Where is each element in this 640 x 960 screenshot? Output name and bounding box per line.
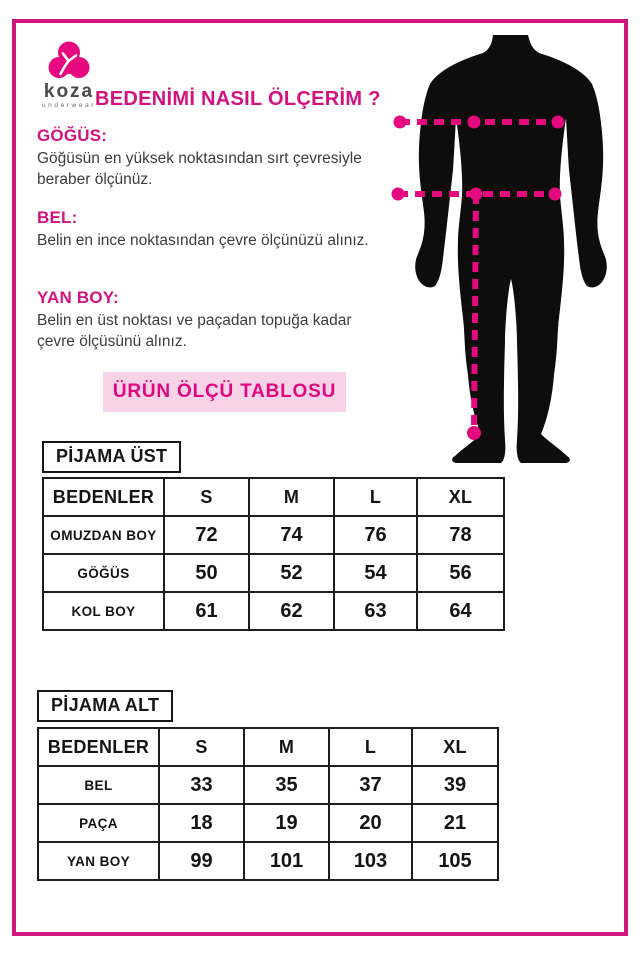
cell-value: 19 <box>244 804 329 842</box>
size-table-pijama-ust <box>42 477 505 631</box>
cell-value: 62 <box>249 592 334 630</box>
size-table-pijama-alt <box>37 727 499 881</box>
page-title: BEDENİMİ NASIL ÖLÇERİM ? <box>95 88 381 110</box>
cell-value: 18 <box>159 804 244 842</box>
table-header-row <box>38 728 498 766</box>
table-row <box>38 842 498 880</box>
cell-value: 37 <box>329 766 412 804</box>
table-label-pijama-alt: PİJAMA ALT <box>37 690 173 722</box>
column-header: L <box>329 728 412 766</box>
row-label: YAN BOY <box>38 842 159 880</box>
column-header: XL <box>417 478 504 516</box>
table-header-row <box>43 478 504 516</box>
cell-value: 99 <box>159 842 244 880</box>
row-label: PAÇA <box>38 804 159 842</box>
cell-value: 72 <box>164 516 249 554</box>
cell-value: 101 <box>244 842 329 880</box>
brand-tagline: underwear <box>41 102 97 109</box>
section-heading-waist: BEL: <box>37 208 78 227</box>
section-heading-side-length: YAN BOY: <box>37 288 119 307</box>
male-body-silhouette <box>390 30 630 470</box>
table-row <box>38 766 498 804</box>
cell-value: 64 <box>417 592 504 630</box>
row-label: OMUZDAN BOY <box>43 516 164 554</box>
cell-value: 54 <box>334 554 417 592</box>
column-header: M <box>244 728 329 766</box>
table-label-pijama-ust: PİJAMA ÜST <box>42 441 181 473</box>
cell-value: 20 <box>329 804 412 842</box>
table-row <box>43 516 504 554</box>
cell-value: 33 <box>159 766 244 804</box>
cell-value: 56 <box>417 554 504 592</box>
section-text-chest: Göğüsün en yüksek noktasından sırt çevresiyle beraber ölçünüz. <box>37 150 362 189</box>
column-header: XL <box>412 728 498 766</box>
size-table-banner: ÜRÜN ÖLÇÜ TABLOSU <box>103 372 346 412</box>
cell-value: 78 <box>417 516 504 554</box>
section-text-side-length: Belin en üst noktası ve paçadan topuğa kadar çevre ölçüsünü alınız. <box>37 312 352 351</box>
row-label: BEL <box>38 766 159 804</box>
cotton-boll-icon <box>34 41 104 81</box>
cell-value: 105 <box>412 842 498 880</box>
column-header: S <box>159 728 244 766</box>
row-label: KOL BOY <box>43 592 164 630</box>
brand-logo <box>34 41 104 110</box>
silhouette-shape <box>415 35 607 463</box>
cell-value: 63 <box>334 592 417 630</box>
section-heading-chest: GÖĞÜS: <box>37 126 108 145</box>
table-row <box>43 554 504 592</box>
column-header: BEDENLER <box>38 728 159 766</box>
column-header: M <box>249 478 334 516</box>
brand-name: koza <box>43 81 95 102</box>
cell-value: 61 <box>164 592 249 630</box>
cell-value: 39 <box>412 766 498 804</box>
table-row <box>38 804 498 842</box>
column-header: BEDENLER <box>43 478 164 516</box>
cell-value: 21 <box>412 804 498 842</box>
cell-value: 76 <box>334 516 417 554</box>
cell-value: 50 <box>164 554 249 592</box>
cell-value: 103 <box>329 842 412 880</box>
column-header: L <box>334 478 417 516</box>
section-text-waist: Belin en ince noktasından çevre ölçünüzü alınız. <box>37 232 369 249</box>
table-row <box>43 592 504 630</box>
row-label: GÖĞÜS <box>43 554 164 592</box>
cell-value: 35 <box>244 766 329 804</box>
cell-value: 74 <box>249 516 334 554</box>
column-header: S <box>164 478 249 516</box>
cell-value: 52 <box>249 554 334 592</box>
